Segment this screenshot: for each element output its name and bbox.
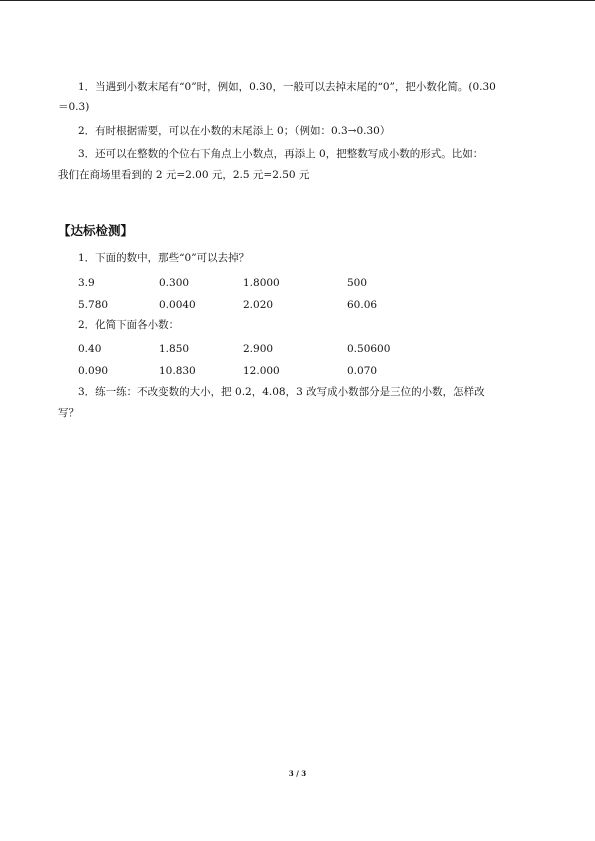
question-1-number: 3.9 xyxy=(78,277,95,289)
question-1-number: 5.780 xyxy=(78,299,109,311)
question-1-number: 0.300 xyxy=(159,277,190,289)
page-top-rule xyxy=(0,0,595,1)
question-2-number: 10.830 xyxy=(159,365,196,377)
question-1-number: 2.020 xyxy=(243,299,274,311)
question-1-number: 1.8000 xyxy=(243,277,280,289)
question-1-number: 500 xyxy=(347,277,368,289)
question-3-line-2: 写？ xyxy=(58,407,79,419)
question-1-number: 60.06 xyxy=(347,299,378,311)
question-1: 1．下面的数中，那些“0”可以去掉？ xyxy=(78,252,250,264)
question-2-number: 0.40 xyxy=(78,343,102,355)
intro-paragraph-1-line-1: 1．当遇到小数末尾有“0”时，例如，0.30，一般可以去掉末尾的“0”，把小数化简。(0.30 xyxy=(78,81,496,93)
section-title: 【达标检测】 xyxy=(58,223,134,238)
page-number: 3 / 3 xyxy=(288,769,307,778)
intro-paragraph-2: 2．有时根据需要，可以在小数的末尾添上 0；（例如：0.3→0.30） xyxy=(78,125,391,137)
question-1-number: 0.0040 xyxy=(159,299,196,311)
question-3-line-1: 3．练一练：不改变数的大小，把 0.2，4.08，3 改写成小数部分是三位的小数，怎样改 xyxy=(78,386,485,398)
question-2-number: 12.000 xyxy=(243,365,280,377)
question-2-number: 2.900 xyxy=(243,343,274,355)
question-2: 2．化简下面各小数： xyxy=(78,319,180,331)
intro-paragraph-3-line-1: 3．还可以在整数的个位右下角点上小数点，再添上 0，把整数写成小数的形式。比如： xyxy=(78,148,484,160)
question-2-number: 1.850 xyxy=(159,343,190,355)
intro-paragraph-3-line-2: 我们在商场里看到的 2 元=2.00 元，2.5 元=2.50 元 xyxy=(58,169,310,181)
question-2-number: 0.090 xyxy=(78,365,109,377)
question-2-number: 0.50600 xyxy=(347,343,391,355)
intro-paragraph-1-line-2: ＝0.3) xyxy=(58,101,90,113)
question-2-number: 0.070 xyxy=(347,365,378,377)
